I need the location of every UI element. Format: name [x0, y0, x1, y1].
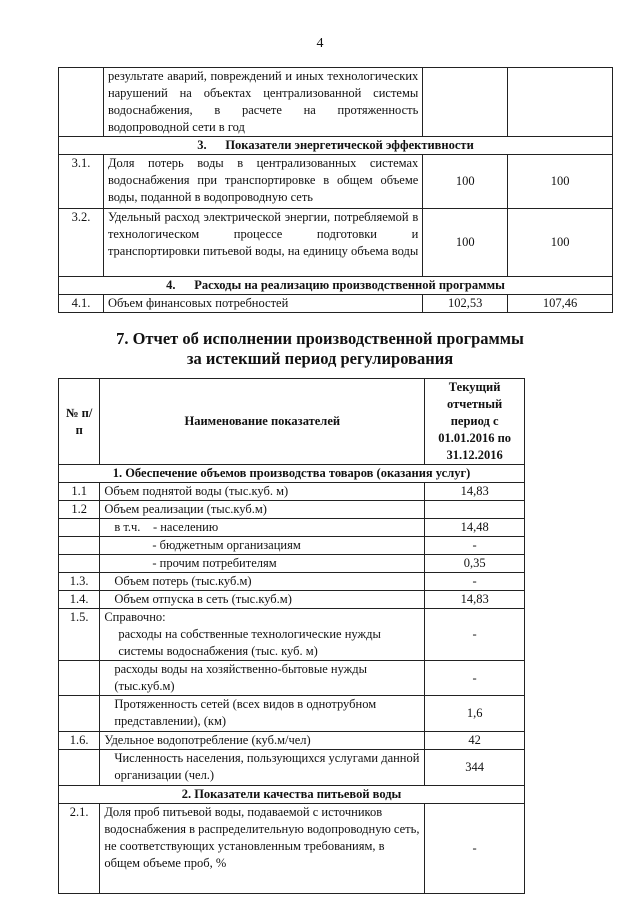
page-number: 4	[316, 36, 324, 51]
table-row: Протяженность сетей (всех видов в однотрубном представлении), (км) 1,6	[59, 696, 525, 732]
section-header-row: 3. Показатели энергетической эффективности	[59, 137, 613, 155]
table-row: 4.1. Объем финансовых потребностей 102,53 107,46	[59, 295, 613, 313]
table-row: 3.2. Удельный расход электрической энергии, потребляемой в технологическом процессе подготовки и транспортировки питьевой воды, на единицу объема воды 100 100	[59, 209, 613, 277]
program-report-table	[58, 378, 525, 894]
column-header-num: № п/п	[59, 379, 100, 465]
section-header-row: 1. Обеспечение объемов производства товаров (оказания услуг)	[59, 465, 525, 483]
table-cell	[423, 68, 508, 137]
table-row: - бюджетным организациям -	[59, 537, 525, 555]
section-title-line1: 7. Отчет об исполнении производственной программы	[116, 329, 524, 348]
table-row: 1.3. Объем потерь (тыс.куб.м) -	[59, 573, 525, 591]
table-row: расходы воды на хозяйственно-бытовые нужды (тыс.куб.м) -	[59, 661, 525, 696]
table-row: 1.4. Объем отпуска в сеть (тыс.куб.м) 14,83	[59, 591, 525, 609]
column-header-name: Наименование показателей	[100, 379, 425, 465]
table-row: 1.6. Удельное водопотребление (куб.м/чел) 42	[59, 732, 525, 750]
table-cell	[59, 68, 104, 137]
table-cell	[508, 68, 613, 137]
column-header-period: Текущий отчетный период с 01.01.2016 по 31.12.2016	[425, 379, 525, 465]
table-header-row	[59, 379, 525, 465]
indicators-table-continued	[58, 67, 613, 313]
table-row: 3.1. Доля потерь воды в централизованных системах водоснабжения при транспортировке в общем объеме воды, поданной в водопроводную сеть 100 100	[59, 155, 613, 209]
table-row: 1.5. Справочно: расходы на собственные технологические нужды системы водоснабжения (тыс. куб. м) -	[59, 609, 525, 661]
table-row: 1.2 Объем реализации (тыс.куб.м)	[59, 501, 525, 519]
section-header-row: 4. Расходы на реализацию производственной программы	[59, 277, 613, 295]
section-header-row: 2. Показатели качества питьевой воды	[59, 786, 525, 804]
table-row: 1.1 Объем поднятой воды (тыс.куб. м) 14,83	[59, 483, 525, 501]
section-title-line2: за истекший период регулирования	[186, 349, 454, 368]
table-row: - прочим потребителям 0,35	[59, 555, 525, 573]
table-row: в т.ч. - населению 14,48	[59, 519, 525, 537]
table-row: 2.1. Доля проб питьевой воды, подаваемой с источников водоснабжения в распределительную водопроводную сеть, не соответствующих установленным требованиям, в общем объеме проб, % -	[59, 804, 525, 894]
table-cell-text: результате аварий, повреждений и иных технологических нарушений на объектах централизованной системы водоснабжения, в расчете на протяженность водопроводной сети в год	[103, 68, 422, 137]
table-row: Численность населения, пользующихся услугами данной организации (чел.) 344	[59, 750, 525, 786]
